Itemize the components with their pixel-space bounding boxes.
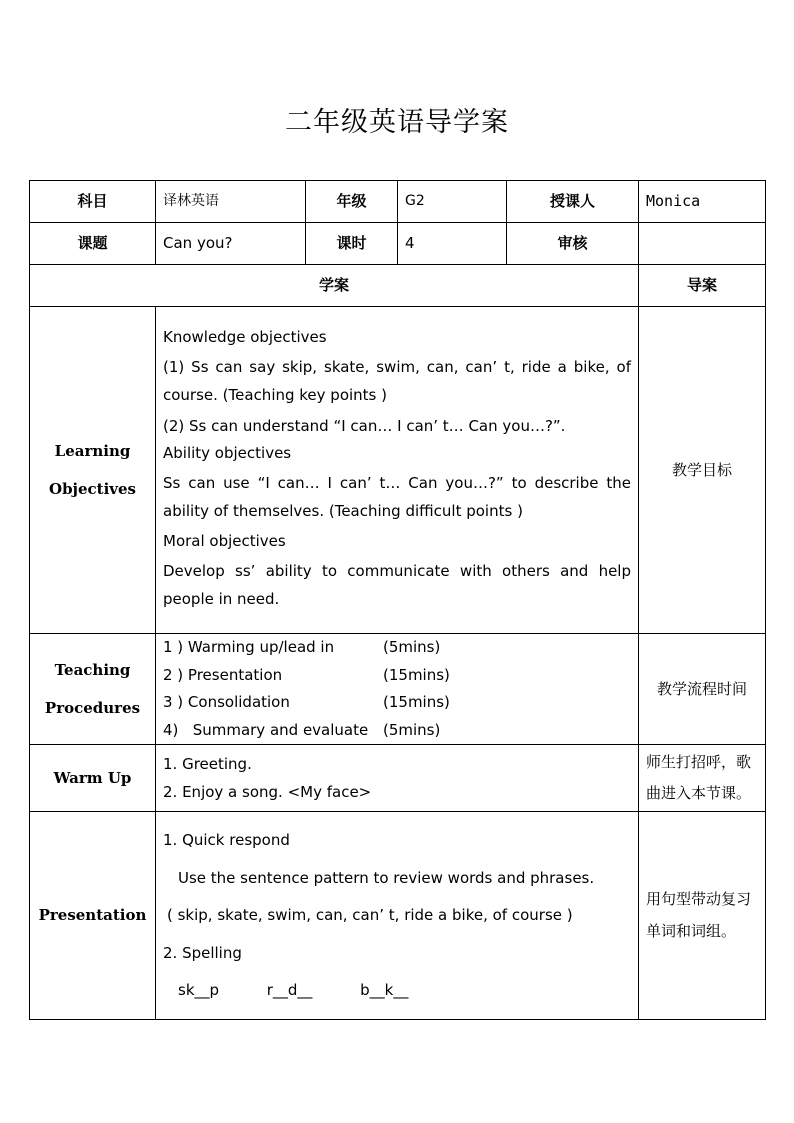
quick-respond-words: ( skip, skate, swim, can, can’ t, ride a bike, of course ) <box>167 906 573 925</box>
procedure-step <box>163 634 631 662</box>
procedure-step-time: (15mins) <box>383 665 450 684</box>
spelling-word: b__k__ <box>360 981 409 1000</box>
quick-respond-text: Use the sentence pattern to review words and phrases. <box>178 868 595 887</box>
topic-value: Can you? <box>156 223 306 265</box>
procedure-step <box>163 689 631 717</box>
warmup-guide-line2: 曲进入本节课。 <box>646 784 752 802</box>
teacher-value: Monica <box>639 181 766 223</box>
review-label: 审核 <box>507 223 639 265</box>
objectives-content <box>156 307 639 634</box>
lesson-plan-table <box>29 180 766 1020</box>
period-value: 4 <box>398 223 507 265</box>
presentation-row <box>30 812 766 1020</box>
procedure-step-name: 4) Summary and evaluate <box>163 720 369 739</box>
warmup-label: Warm Up <box>30 745 156 812</box>
warmup-item: 2. Enjoy a song. <My face> <box>163 783 372 801</box>
procedure-step <box>163 662 631 690</box>
info-row-1 <box>30 181 766 223</box>
warmup-item: 1. Greeting. <box>163 755 252 773</box>
warmup-guide <box>639 745 766 812</box>
topic-label: 课题 <box>30 223 156 265</box>
warmup-row <box>30 745 766 812</box>
knowledge-item-1: (1) Ss can say skip, skate, swim, can, can’ t, ride a bike, of course. (Teaching key points ) <box>163 358 631 404</box>
procedure-step-time: (15mins) <box>383 693 450 711</box>
procedures-content <box>156 634 639 745</box>
procedures-row <box>30 634 766 745</box>
presentation-label: Presentation <box>30 812 156 1020</box>
procedures-label <box>30 634 156 745</box>
spelling-word: r__d__ <box>266 981 313 1000</box>
quick-respond-title: 1. Quick respond <box>163 831 290 850</box>
period-label: 课时 <box>306 223 398 265</box>
document-title: 二年级英语导学案 <box>285 107 509 138</box>
procedure-step-time: (5mins) <box>383 720 441 739</box>
grade-label: 年级 <box>306 181 398 223</box>
knowledge-title: Knowledge objectives <box>163 328 327 347</box>
teacher-label: 授课人 <box>507 181 639 223</box>
procedures-label-line2: Procedures <box>44 699 141 717</box>
study-header: 学案 <box>30 265 639 307</box>
procedure-step-time: (5mins) <box>383 638 441 656</box>
moral-text: Develop ss’ ability to communicate with others and help people in need. <box>163 562 631 608</box>
ability-text: Ss can use “I can… I can’ t… Can you…?” to describe the ability of themselves. (Teaching difficult points ) <box>163 473 631 520</box>
subject-label: 科目 <box>30 181 156 223</box>
objectives-label-line1: Learning <box>54 441 131 460</box>
objectives-label <box>30 307 156 634</box>
info-row-2 <box>30 223 766 265</box>
procedure-step <box>163 717 631 745</box>
objectives-guide: 教学目标 <box>639 307 766 634</box>
spelling-words <box>163 981 631 1001</box>
warmup-content <box>156 745 639 812</box>
grade-value: G2 <box>398 181 507 223</box>
section-header-row <box>30 265 766 307</box>
subject-value: 译林英语 <box>156 181 306 223</box>
procedures-label-line1: Teaching <box>54 660 131 679</box>
objectives-label-line2: Objectives <box>49 480 136 498</box>
objectives-row <box>30 307 766 634</box>
spelling-title: 2. Spelling <box>163 943 242 962</box>
procedure-step-name: 2 ) Presentation <box>163 665 283 684</box>
guide-header: 导案 <box>639 265 766 307</box>
review-value <box>639 223 766 265</box>
procedure-step-name: 1 ) Warming up/lead in <box>163 638 335 656</box>
knowledge-item-2: (2) Ss can understand “I can… I can’ t… Can you…?”. <box>163 416 566 435</box>
moral-title: Moral objectives <box>163 532 286 551</box>
presentation-guide-line1: 用句型带动复习 <box>646 890 752 908</box>
procedure-step-name: 3 ) Consolidation <box>163 693 290 711</box>
procedures-guide: 教学流程时间 <box>639 634 766 745</box>
warmup-guide-line1: 师生打招呼，歌 <box>646 752 752 771</box>
presentation-guide <box>639 812 766 1020</box>
presentation-content <box>156 812 639 1020</box>
spelling-word: sk__p <box>178 981 220 1000</box>
presentation-guide-line2: 单词和词组。 <box>646 921 737 940</box>
ability-title: Ability objectives <box>163 443 292 462</box>
